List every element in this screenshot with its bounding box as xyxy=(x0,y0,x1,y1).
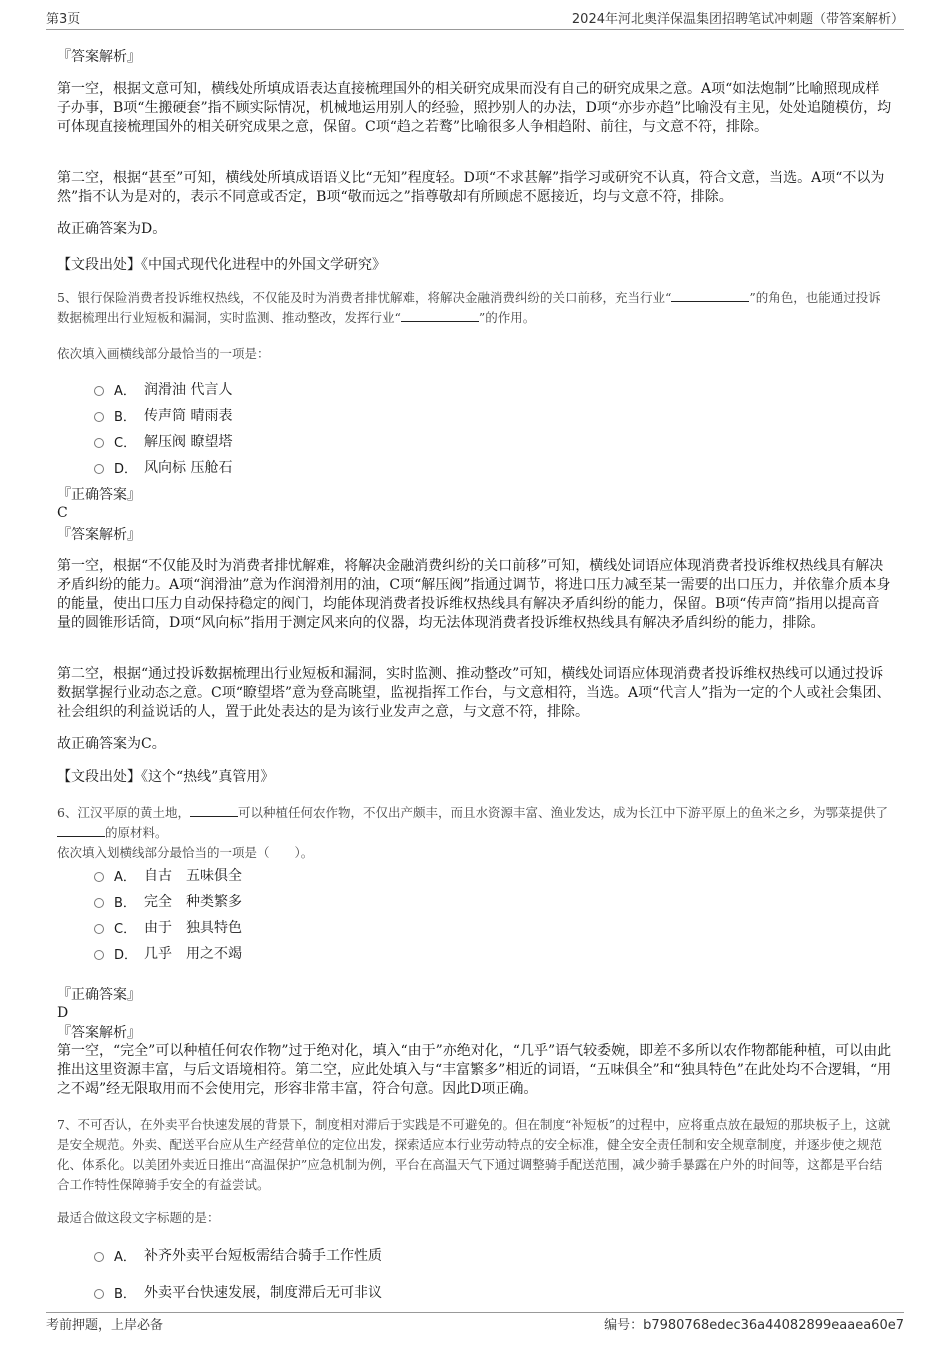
q5-stem xyxy=(57,288,893,328)
q6-blank-1 xyxy=(190,804,238,817)
radio-icon[interactable] xyxy=(94,1289,104,1299)
radio-icon[interactable] xyxy=(94,872,104,882)
radio-icon[interactable] xyxy=(94,1252,104,1262)
q5-stem-part1: 5、银行保险消费者投诉维权热线，不仅能及时为消费者排忧解难，将解决金融消费纠纷的关口前移，充当行业“ xyxy=(57,290,672,305)
q4-analysis-para1: 第一空，根据文意可知，横线处所填成语表达直接梳理国外的相关研究成果而没有自己的研究成果之意。A项“如法炮制”比喻照现成样子办事，B项“生搬硬套”指不顾实际情况，机械地运用别人的经验，照抄别人的办法，D项“亦步亦趋”比喻没有主见，处处追随模仿，均可体现直接梳理国外的相关研究成果之意，保留。C项“趋之若鹜”比喻很多人争相趋附、前往，与文意不符，排除。 xyxy=(57,81,892,135)
document-id: 编号：b7980768edec36a44082899eaaea60e7 xyxy=(604,1318,904,1333)
q5-analysis-para2: 第二空，根据“通过投诉数据梳理出行业短板和漏洞，实时监测、推动整改”可知，横线处词语应体现消费者投诉维权热线可以通过投诉数据掌握行业动态之意。C项“瞭望塔”意为登高眺望，监视指挥工作台，与文意相符，当选。A项“代言人”指为一定的个人或社会集团、社会组织的利益说话的人，置于此处表达的是为该行业发声之意，与文意不符，排除。 xyxy=(57,666,891,720)
q7-option-b[interactable]: B． 外卖平台快速发展，制度滞后无可非议 xyxy=(94,1279,794,1305)
q6-analysis-tag: 『答案解析』 xyxy=(57,1025,141,1041)
q6-prompt: 依次填入划横线部分最恰当的一项是（ ）。 xyxy=(57,845,314,860)
radio-icon[interactable] xyxy=(94,386,104,396)
q6-option-b[interactable]: B． 完全 种类繁多 xyxy=(94,888,794,914)
page-number: 第3页 xyxy=(46,12,81,27)
q5-correct-tag: 『正确答案』 xyxy=(57,487,141,503)
radio-icon[interactable] xyxy=(94,924,104,934)
q6-correct-answer: D xyxy=(57,1005,69,1021)
q5-analysis-tag: 『答案解析』 xyxy=(57,527,141,543)
footer-divider xyxy=(46,1312,904,1313)
q5-blank-1 xyxy=(671,289,749,302)
q5-prompt: 依次填入画横线部分最恰当的一项是： xyxy=(57,346,270,361)
footer-slogan: 考前押题，上岸必备 xyxy=(46,1318,164,1333)
q5-stem-part2: ”的角色，也能通过投诉数据梳理出行业短板和漏洞，实时监测、推动整改，发挥行业“ xyxy=(57,290,881,325)
header-divider xyxy=(46,29,904,30)
radio-icon[interactable] xyxy=(94,438,104,448)
q5-option-a[interactable]: A． 润滑油 代言人 xyxy=(94,376,794,402)
q7-stem: 7、不可否认，在外卖平台快速发展的背景下，制度相对滞后于实践是不可避免的。但在制度“补短板”的过程中，应将重点放在最短的那块板子上，这就是安全规范。外卖、配送平台应从生产经营单位的定位出发，探索适应本行业劳动特点的安全标准，健全安全责任制和安全规章制度，并逐步使之规范化、体系化。以美团外卖近日推出“高温保护”应急机制为例，平台在高温天气下通过调整骑手配送范围，减少骑手暴露在户外的时间等，这都是平台结合工作特性保障骑手安全的有益尝试。 xyxy=(57,1117,891,1192)
q6-option-c[interactable]: C． 由于 独具特色 xyxy=(94,914,794,940)
q5-option-c[interactable]: C． 解压阀 瞭望塔 xyxy=(94,428,794,454)
q5-blank-2 xyxy=(401,309,479,322)
q6-option-d[interactable]: D． 几乎 用之不竭 xyxy=(94,940,794,966)
q6-analysis: 第一空，“完全”可以种植任何农作物”过于绝对化，填入“由于”亦绝对化，“几乎”语气较委婉，即差不多所以农作物都能种植，可以由此推出这里资源丰富，与后文语境相符。第二空，应此处填入与“丰富繁多”相近的词语，“五味俱全”和“独具特色”在此处均不合逻辑，“用之不竭”经无限取用而不会使用完，形容非常丰富，符合句意。因此D项正确。 xyxy=(57,1043,892,1097)
q6-correct-tag: 『正确答案』 xyxy=(57,987,141,1003)
q7-options xyxy=(94,1242,794,1268)
radio-icon[interactable] xyxy=(94,412,104,422)
q4-analysis-tag: 『答案解析』 xyxy=(57,49,141,65)
q5-correct-answer: C xyxy=(57,505,68,521)
q5-options xyxy=(94,376,794,480)
q5-conclusion: 故正确答案为C。 xyxy=(57,736,166,752)
q6-blank-2 xyxy=(57,824,105,837)
q5-option-b[interactable]: B． 传声筒 晴雨表 xyxy=(94,402,794,428)
radio-icon[interactable] xyxy=(94,464,104,474)
q6-option-a[interactable]: A． 自古 五味俱全 xyxy=(94,862,794,888)
q6-stem: 6、江汉平原的黄土地， 可以种植任何农作物，不仅出产颇丰，而且水资源丰富、渔业发达，成为长江中下游平原上的鱼米之乡，为鄂菜提供了的原材料。 xyxy=(57,805,888,840)
q7-option-a[interactable]: A． 补齐外卖平台短板需结合骑手工作性质 xyxy=(94,1242,794,1268)
q4-source: 【文段出处】《中国式现代化进程中的外国文学研究》 xyxy=(57,257,386,273)
q5-analysis-para1: 第一空，根据“不仅能及时为消费者排忧解难，将解决金融消费纠纷的关口前移”可知，横线处词语应体现消费者投诉维权热线具有解决矛盾纠纷的能力。A项“润滑油”意为作润滑剂用的油，C项“解压阀”指通过调节，将进口压力减至某一需要的出口压力，并依靠介质本身的能量，使出口压力自动保持稳定的阀门，均能体现消费者投诉维权热线具有解决矛盾纠纷的能力，保留。B项“传声筒”指用以提高音量的圆锥形话筒，D项“风向标”指用于测定风来向的仪器，均无法体现消费者投诉维权热线具有解决矛盾纠纷的能力，排除。 xyxy=(57,558,891,631)
q5-source: 【文段出处】《这个“热线”真管用》 xyxy=(57,769,275,785)
q4-analysis-para2: 第二空，根据“甚至”可知，横线处所填成语语义比“无知”程度轻。D项“不求甚解”指学习或研究不认真，符合文意，当选。A项“不以为然”指不认为是对的，表示不同意或否定，B项“敬而远之”指尊敬却有所顾虑不愿接近，均与文意不符，排除。 xyxy=(57,170,885,205)
q5-option-d[interactable]: D． 风向标 压舱石 xyxy=(94,454,794,480)
q6-options xyxy=(94,862,794,966)
q5-stem-part3: ”的作用。 xyxy=(478,310,536,325)
radio-icon[interactable] xyxy=(94,898,104,908)
document-title: 2024年河北奥洋保温集团招聘笔试冲刺题（带答案解析） xyxy=(571,12,904,27)
q4-conclusion: 故正确答案为D。 xyxy=(57,221,167,237)
q7-prompt: 最适合做这段文字标题的是： xyxy=(57,1210,220,1225)
q7-options-cont xyxy=(94,1279,794,1305)
radio-icon[interactable] xyxy=(94,950,104,960)
